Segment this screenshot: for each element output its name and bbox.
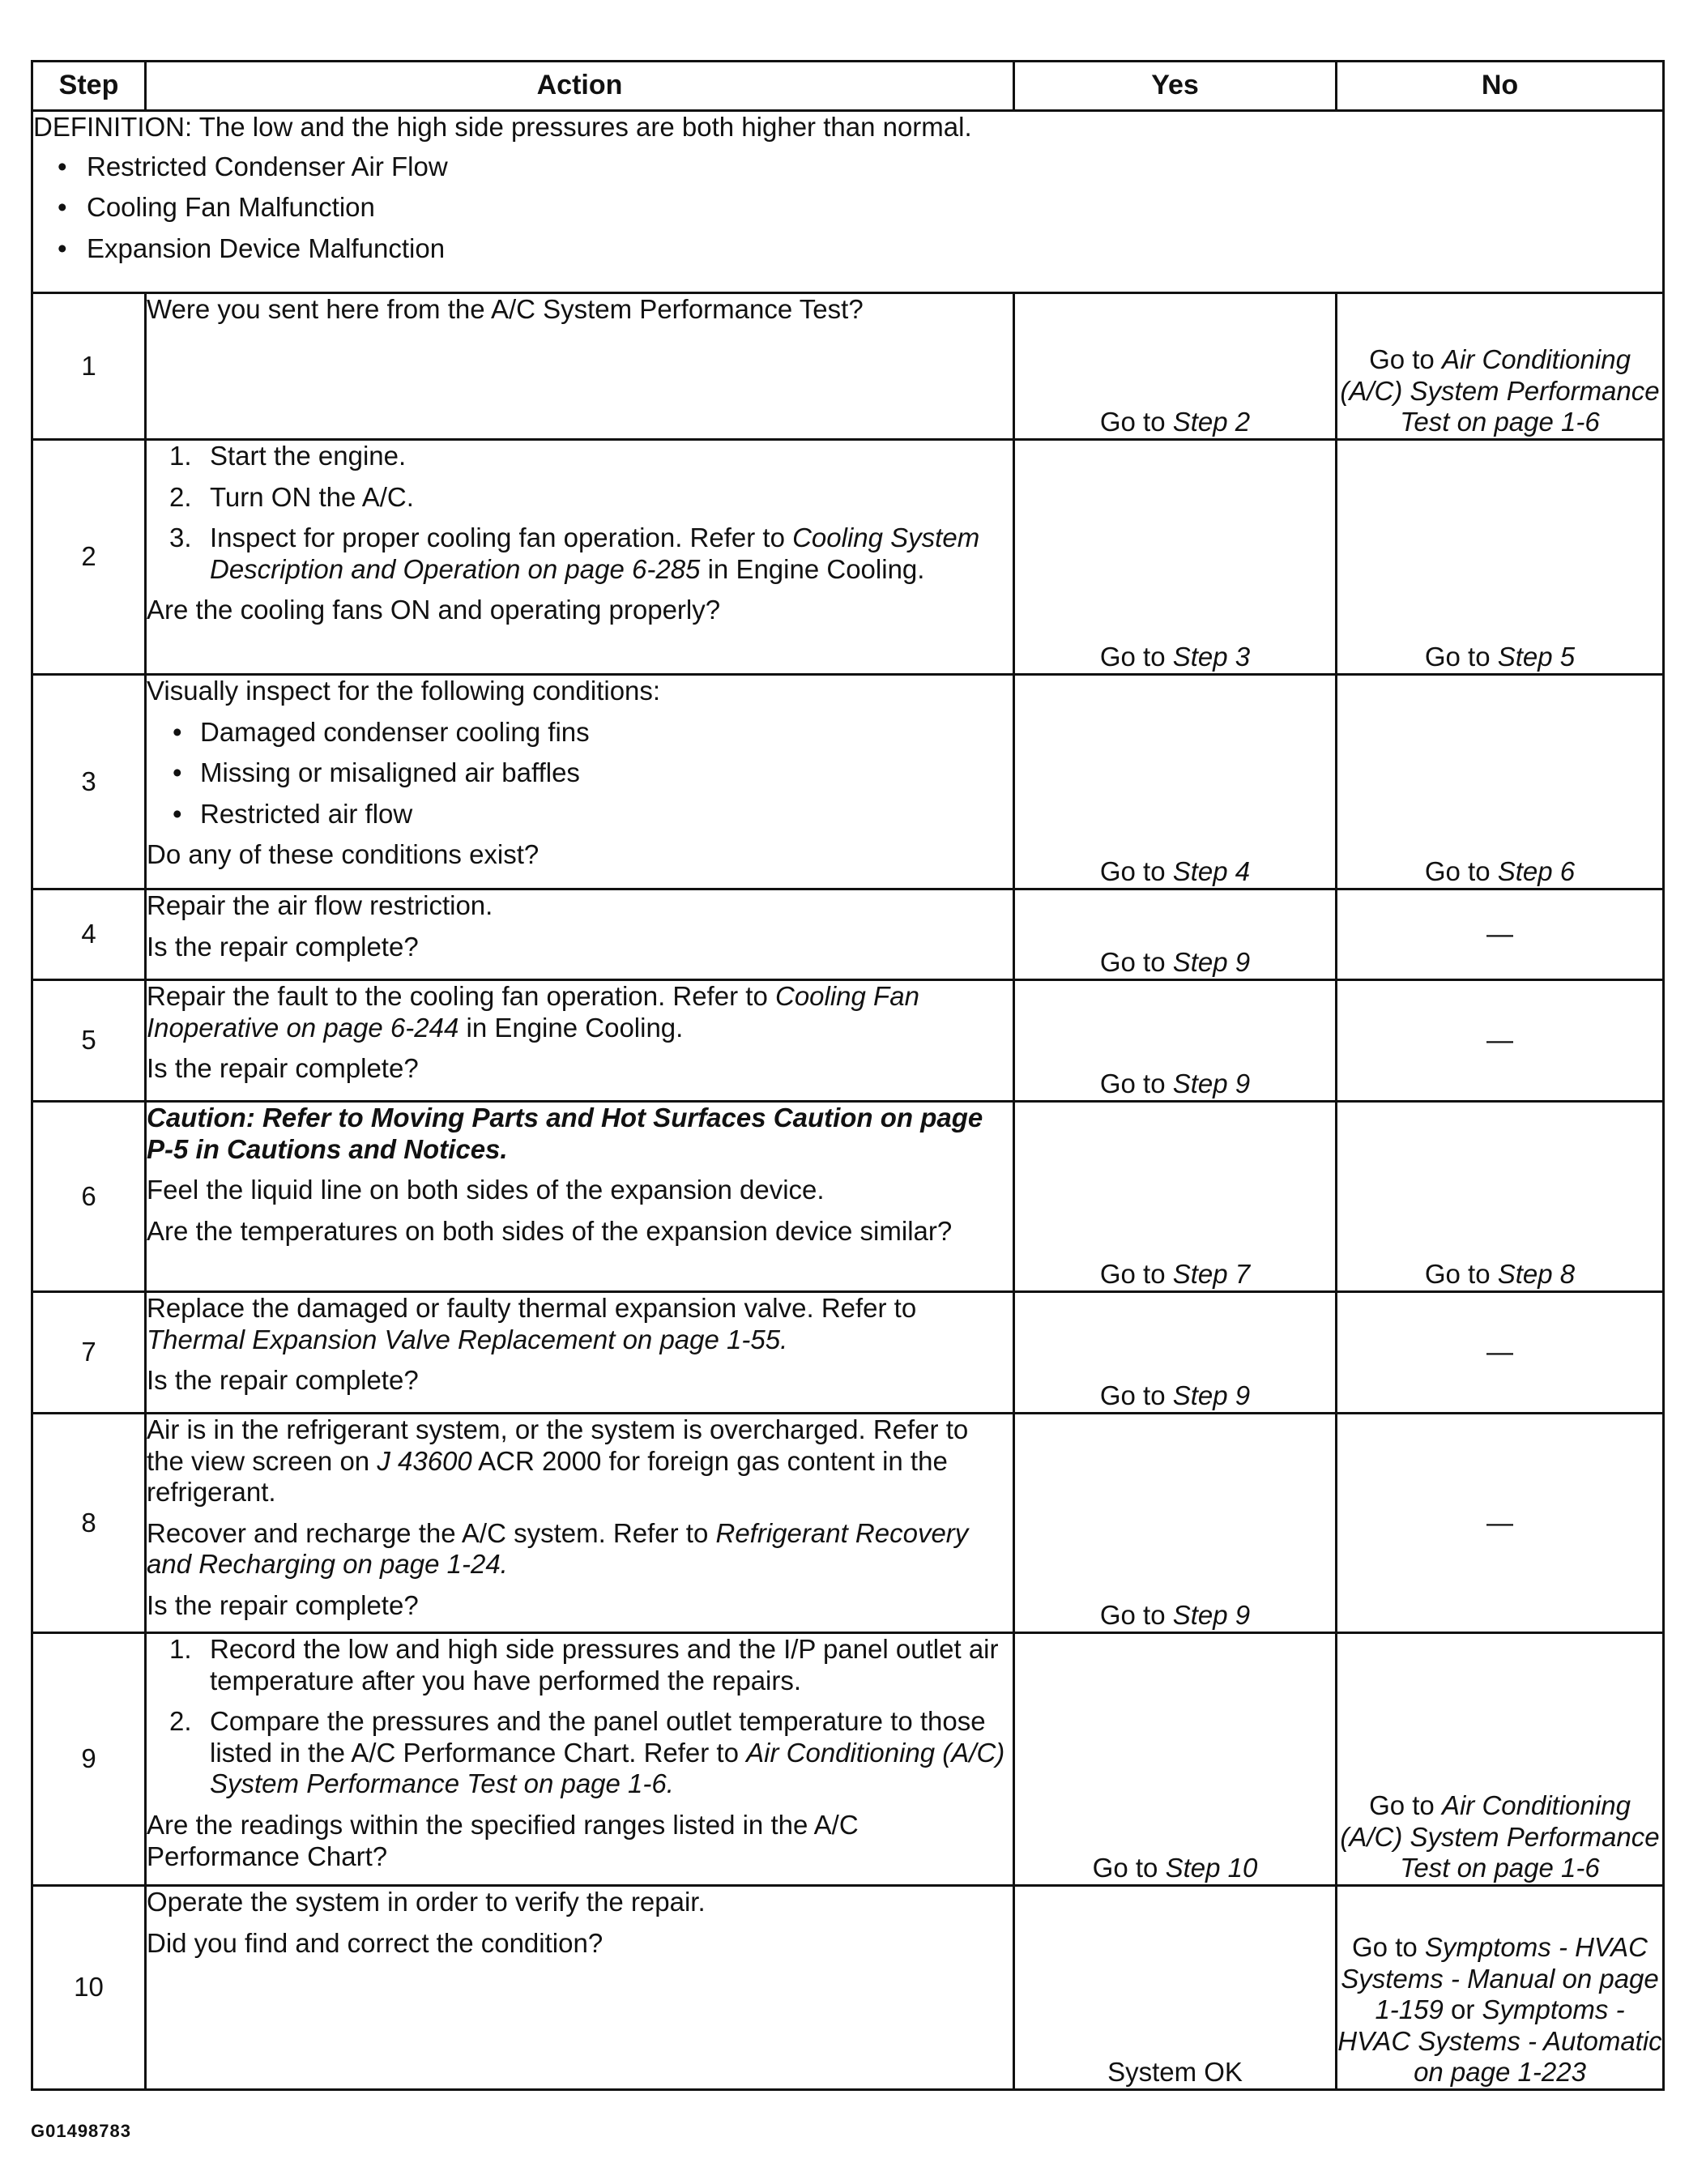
no-cell — [1337, 889, 1664, 980]
condition-item: • Missing or misaligned air baffles — [147, 757, 1013, 789]
definition-cell — [32, 111, 1664, 293]
action-question: Is the repair complete? — [147, 1590, 419, 1621]
no-cell — [1337, 1102, 1664, 1292]
step-number: 7 — [32, 1292, 146, 1414]
yes-step-link[interactable]: Step 9 — [1172, 947, 1251, 978]
yes-prefix: Go to — [1092, 1853, 1166, 1883]
list-text: Start the engine. — [210, 441, 407, 471]
action-question: Are the temperatures on both sides of the expansion device similar? — [147, 1215, 953, 1246]
diagnostic-table — [31, 60, 1665, 2091]
no-cell — [1337, 1633, 1664, 1886]
yes-step-link[interactable]: Step 2 — [1172, 407, 1251, 437]
yes-cell — [1014, 440, 1337, 675]
no-prefix: Go to — [1369, 1790, 1442, 1821]
yes-step-link[interactable]: Step 9 — [1172, 1600, 1251, 1631]
yes-step-link[interactable]: Step 7 — [1172, 1259, 1251, 1290]
condition-item: • Restricted air flow — [147, 799, 1013, 830]
no-prefix: Go to — [1369, 344, 1442, 375]
action-cell — [146, 1292, 1014, 1414]
action-question: Are the readings within the specified ranges listed in the A/C Performance Chart? — [147, 1810, 859, 1871]
table-row — [32, 1102, 1664, 1292]
instruction-text: Repair the fault to the cooling fan operation. Refer to — [147, 981, 775, 1011]
yes-prefix: Go to — [1099, 1600, 1173, 1631]
yes-prefix: Go to — [1099, 642, 1173, 672]
no-reference-link[interactable]: Symptoms - HVAC Systems - Manual on page 1-159 — [1341, 1931, 1659, 2025]
list-text: Inspect for proper cooling fan operation. Refer to — [210, 523, 793, 553]
action-question: Do any of these conditions exist? — [147, 839, 540, 870]
list-text: Record the low and high side pressures and the I/P panel outlet air temperature after you have performed the repairs. — [210, 1634, 999, 1696]
yes-step-link[interactable]: Step 9 — [1172, 1380, 1251, 1411]
table-row — [32, 440, 1664, 675]
no-step-link[interactable]: Step 8 — [1497, 1259, 1576, 1290]
no-cell — [1337, 675, 1664, 889]
table-row — [32, 889, 1664, 980]
no-dash: — — [1486, 919, 1513, 949]
no-cell — [1337, 293, 1664, 440]
action-instruction — [147, 1414, 1013, 1508]
no-prefix: Go to — [1352, 1931, 1425, 1962]
no-step-link[interactable]: Step 5 — [1497, 642, 1576, 672]
condition-item: • Damaged condenser cooling fins — [147, 717, 1013, 749]
header-action: Action — [146, 62, 1014, 111]
yes-cell — [1014, 293, 1337, 440]
action-question: Is the repair complete? — [147, 931, 419, 962]
yes-step-link[interactable]: Step 4 — [1172, 856, 1251, 887]
action-instruction — [147, 1293, 1013, 1355]
definition-bullet: • Expansion Device Malfunction — [33, 233, 1662, 265]
action-list-item — [147, 482, 1013, 514]
list-number: 2. — [169, 1706, 192, 1737]
no-connector: or — [1443, 1994, 1482, 2025]
action-cell — [146, 1414, 1014, 1633]
no-dash: — — [1486, 1507, 1513, 1538]
yes-cell — [1014, 1633, 1337, 1886]
step-number: 9 — [32, 1633, 146, 1886]
no-dash: — — [1486, 1025, 1513, 1056]
no-cell — [1337, 980, 1664, 1102]
table-row — [32, 1414, 1664, 1633]
yes-result: System OK — [1107, 2057, 1243, 2088]
header-yes: Yes — [1014, 62, 1337, 111]
yes-cell — [1014, 889, 1337, 980]
instruction-suffix: in Engine Cooling. — [459, 1012, 684, 1043]
yes-step-link[interactable]: Step 9 — [1172, 1069, 1251, 1099]
condition-list — [147, 717, 1013, 830]
list-text: Compare the pressures and the panel outlet temperature to those listed in the A/C Performance Chart. Refer to — [210, 1706, 986, 1768]
step-number: 4 — [32, 889, 146, 980]
no-cell — [1337, 1292, 1664, 1414]
action-question: Were you sent here from the A/C System Performance Test? — [147, 294, 864, 324]
yes-step-link[interactable]: Step 3 — [1172, 642, 1251, 672]
yes-prefix: Go to — [1099, 407, 1173, 437]
table-row — [32, 1292, 1664, 1414]
action-cell — [146, 980, 1014, 1102]
definition-bullet: • Restricted Condenser Air Flow — [33, 151, 1662, 183]
action-list-item — [147, 523, 1013, 585]
no-reference-link[interactable]: Air Conditioning (A/C) System Performance Test on page 1-6 — [1340, 344, 1660, 437]
list-text: Turn ON the A/C. — [210, 481, 414, 512]
no-prefix: Go to — [1424, 856, 1498, 887]
definition-row — [32, 111, 1664, 293]
action-list-item — [147, 1634, 1013, 1696]
no-dash: — — [1486, 1337, 1513, 1367]
action-cell — [146, 675, 1014, 889]
definition-text: DEFINITION: The low and the high side pressures are both higher than normal. — [33, 112, 972, 142]
list-number: 3. — [169, 523, 192, 553]
list-number: 1. — [169, 441, 192, 471]
table-row — [32, 1886, 1664, 2090]
instruction-text: Air is in the refrigerant system, or the system is overcharged. Refer to the view screen on — [147, 1414, 969, 1476]
diagnostic-table-container — [31, 60, 1662, 2091]
action-intro: Visually inspect for the following conditions: — [147, 676, 661, 706]
action-instruction: Operate the system in order to verify the repair. — [147, 1887, 706, 1917]
figure-id: G01498783 — [31, 2121, 131, 2141]
yes-prefix: Go to — [1099, 1259, 1173, 1290]
definition-bullet: • Cooling Fan Malfunction — [33, 192, 1662, 224]
yes-step-link[interactable]: Step 10 — [1165, 1853, 1258, 1883]
table-row — [32, 1633, 1664, 1886]
instruction-text: Replace the damaged or faulty thermal expansion valve. Refer to — [147, 1293, 917, 1323]
action-question: Is the repair complete? — [147, 1053, 419, 1084]
tool-reference: J 43600 — [377, 1445, 472, 1476]
list-number: 2. — [169, 481, 192, 512]
action-cell — [146, 1102, 1014, 1292]
no-reference-link[interactable]: Air Conditioning (A/C) System Performance Test on page 1-6 — [1340, 1790, 1660, 1883]
yes-prefix: Go to — [1099, 1069, 1173, 1099]
instruction-suffix: ACR 2000 for foreign gas content in the refrigerant. — [147, 1445, 948, 1508]
step-number: 3 — [32, 675, 146, 889]
action-question: Are the cooling fans ON and operating properly? — [147, 595, 721, 625]
yes-prefix: Go to — [1099, 1380, 1173, 1411]
step-number: 5 — [32, 980, 146, 1102]
step-number: 10 — [32, 1886, 146, 2090]
step-number: 2 — [32, 440, 146, 675]
action-instruction: Repair the air flow restriction. — [147, 890, 493, 920]
list-number: 1. — [169, 1634, 192, 1664]
action-cell — [146, 440, 1014, 675]
definition-bullet-list — [33, 151, 1662, 265]
action-cell — [146, 889, 1014, 980]
yes-cell — [1014, 1414, 1337, 1633]
no-cell — [1337, 1414, 1664, 1633]
reference-link[interactable]: Cooling Fan Inoperative on page 6-244 — [147, 981, 919, 1043]
action-list-item — [147, 441, 1013, 472]
caution-text: Caution: Refer to Moving Parts and Hot Surfaces Caution on page P-5 in Cautions and Notices. — [147, 1103, 983, 1164]
yes-cell — [1014, 1886, 1337, 2090]
action-instruction — [147, 1518, 1013, 1580]
action-question: Did you find and correct the condition? — [147, 1927, 604, 1958]
yes-cell — [1014, 1292, 1337, 1414]
no-cell — [1337, 440, 1664, 675]
table-row — [32, 980, 1664, 1102]
yes-prefix: Go to — [1099, 947, 1173, 978]
action-question: Is the repair complete? — [147, 1365, 419, 1396]
table-row — [32, 675, 1664, 889]
yes-prefix: Go to — [1099, 856, 1173, 887]
header-step: Step — [32, 62, 146, 111]
step-number: 8 — [32, 1414, 146, 1633]
reference-link[interactable]: Cooling System Description and Operation on page 6-285 — [210, 523, 980, 584]
reference-link[interactable]: Refrigerant Recovery and Recharging on page 1-24. — [147, 1517, 969, 1580]
action-cell — [146, 293, 1014, 440]
yes-cell — [1014, 1102, 1337, 1292]
no-cell — [1337, 1886, 1664, 2090]
action-instruction: Feel the liquid line on both sides of the expansion device. — [147, 1175, 825, 1205]
header-no: No — [1337, 62, 1664, 111]
action-list-item — [147, 1706, 1013, 1800]
reference-link[interactable]: Air Conditioning (A/C) System Performance Test on page 1-6. — [210, 1737, 1005, 1799]
action-numbered-list — [147, 441, 1013, 585]
step-number: 1 — [32, 293, 146, 440]
action-cell — [146, 1886, 1014, 2090]
no-prefix: Go to — [1424, 642, 1498, 672]
action-cell — [146, 1633, 1014, 1886]
action-instruction — [147, 981, 1013, 1043]
list-text-suffix: in Engine Cooling. — [700, 553, 925, 584]
no-prefix: Go to — [1424, 1259, 1498, 1290]
reference-link[interactable]: Thermal Expansion Valve Replacement on page 1-55. — [147, 1324, 788, 1354]
header-row — [32, 62, 1664, 111]
yes-cell — [1014, 675, 1337, 889]
no-step-link[interactable]: Step 6 — [1497, 856, 1576, 887]
yes-cell — [1014, 980, 1337, 1102]
table-row — [32, 293, 1664, 440]
action-numbered-list — [147, 1634, 1013, 1800]
instruction-text: Recover and recharge the A/C system. Refer to — [147, 1517, 716, 1548]
step-number: 6 — [32, 1102, 146, 1292]
no-reference-link[interactable]: Symptoms - HVAC Systems - Automatic on page 1-223 — [1337, 1994, 1662, 2088]
